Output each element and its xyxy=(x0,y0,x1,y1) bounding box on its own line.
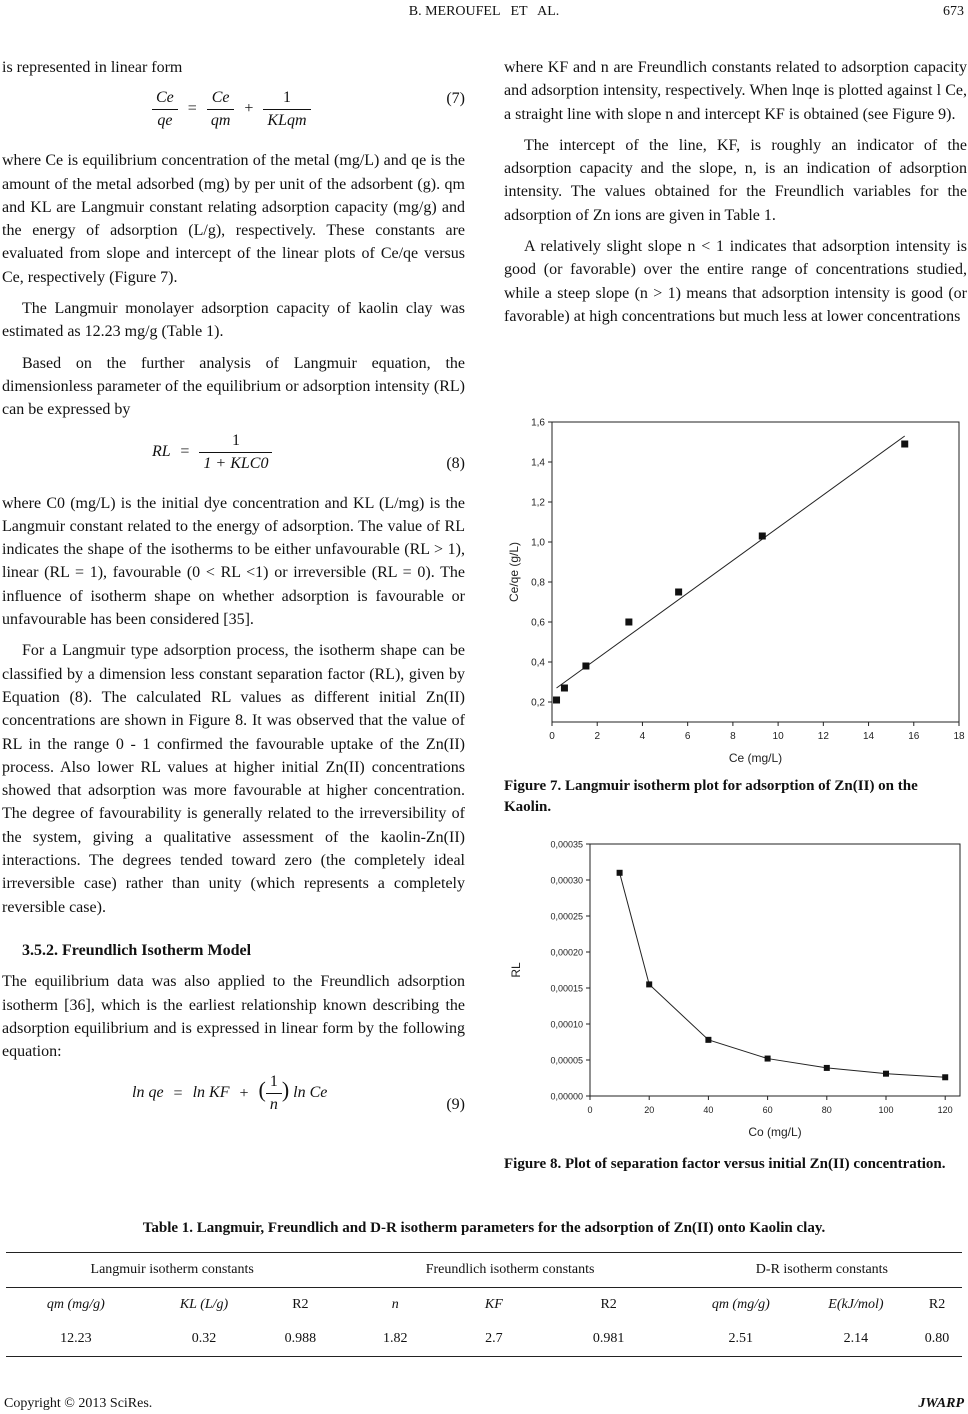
paragraph-freundlich: The equilibrium data was also applied to the Freundlich adsorption isotherm [36], which is the earliest relationship known describing the adsorption equilibrium and is expressed in linear form by the following equation: xyxy=(2,973,465,1061)
figure-8-chart xyxy=(504,836,968,1146)
y-tick-label: 0,00005 xyxy=(550,1055,583,1066)
x-tick-label: 100 xyxy=(878,1105,894,1115)
table-group-dr: D-R isotherm constants xyxy=(682,1253,962,1288)
table-group-freundlich: Freundlich isotherm constants xyxy=(338,1253,681,1288)
table-1 xyxy=(6,1252,962,1357)
data-point xyxy=(824,1065,830,1071)
y-axis-label: Ce/qe (g/L) xyxy=(507,541,521,603)
data-point xyxy=(675,589,682,596)
eq7-lhs: $\frac{Ce}{qe}$ xyxy=(152,87,178,132)
eq9-mid: ln KF xyxy=(192,1084,230,1102)
table-cell: 2.51 xyxy=(682,1322,800,1357)
table-header: R2 xyxy=(535,1288,681,1323)
table-row xyxy=(6,1322,962,1357)
y-tick-label: 0,00025 xyxy=(550,911,583,922)
paragraph-langmuir-type: For a Langmuir type adsorption process, the isotherm shape can be classified by a dimension less constant separation factor (RL), given by Equation (8). The calculated RL values as different initial Zn(II) concentrations are shown in Figure 8. It was observed that the value of RL in the range 0 - 1 confirmed the favourable uptake of the Zn(II) process. Also lower RL values at higher initial Zn(II) concentrations showed that adsorption was more favourable at higher concentration. The degree of favourability is generally related to the irreversibility of the system, giving a qualitative assessment of the kaolin-Zn(II) interactions. The degrees tended toward zero (the completely ideal irreversible case) rather than unity (which represents a completely reversible case). xyxy=(2,642,465,916)
running-title: B. MEROUFEL ET AL. xyxy=(408,4,560,19)
y-tick-label: 0,00010 xyxy=(550,1019,583,1030)
fit-line xyxy=(557,436,905,688)
eq8-lhs: RL xyxy=(152,442,171,460)
table-cell: 1.82 xyxy=(338,1322,452,1357)
eq8-frac: $\frac{1}{\text{1 + KLC0}}$ xyxy=(199,430,272,475)
table-header: E(kJ/mol) xyxy=(800,1288,912,1323)
x-tick-label: 8 xyxy=(730,731,736,742)
x-tick-label: 12 xyxy=(817,731,829,742)
table-cell: 0.981 xyxy=(535,1322,681,1357)
eq7-rhs: $\frac{1}{\text{KLqm}}$ xyxy=(263,87,310,132)
eq9-lhs: ln qe xyxy=(132,1084,164,1102)
data-point xyxy=(617,870,623,876)
paragraph-capacity: The Langmuir monolayer adsorption capacity of kaolin clay was estimated as 12.23 mg/g (Table 1). xyxy=(2,300,465,341)
table-cell: 12.23 xyxy=(6,1322,146,1357)
data-point xyxy=(646,981,652,987)
eq9-rhs: ln Ce xyxy=(293,1084,328,1102)
eq7-number: (7) xyxy=(446,90,465,108)
y-tick-label: 0,2 xyxy=(531,697,545,709)
y-tick-label: 1,0 xyxy=(531,537,545,549)
x-tick-label: 18 xyxy=(953,731,965,742)
plot-frame xyxy=(552,422,959,722)
section-title: 3.5.2. Freundlich Isotherm Model xyxy=(22,941,252,959)
table-group-langmuir: Langmuir isotherm constants xyxy=(6,1253,338,1288)
paragraph-intercept: The intercept of the line, KF, is roughly an indicator of the adsorption capacity and the slope, n, is an indication of adsorption intensity. The values obtained for the Freundlich variables for the adsorption of Zn ions are given in Table 1. xyxy=(504,136,967,224)
table-header-row xyxy=(6,1288,962,1323)
right-column xyxy=(504,56,967,336)
table-header: qm (mg/g) xyxy=(6,1288,146,1323)
data-point xyxy=(901,441,908,448)
data-point xyxy=(759,533,766,540)
table-cell: 0.988 xyxy=(262,1322,338,1357)
eq9-number: (9) xyxy=(446,1096,465,1114)
y-tick-label: 1,6 xyxy=(531,417,545,429)
y-tick-label: 0,00000 xyxy=(550,1091,583,1102)
y-axis-label: RL xyxy=(509,962,523,978)
table-cell: 0.32 xyxy=(146,1322,263,1357)
page-number: 673 xyxy=(943,4,964,19)
data-point xyxy=(705,1037,711,1043)
paragraph-where7: where Ce is equilibrium concentration of the metal (mg/L) and qe is the amount of the metal adsorbed (mg) by per unit of the adsorbent (g). qm and KL are Langmuir constant relating adsorption capacity (mg/g) and the energy of adsorption (L/g), respectively. These constants are evaluated from slope and intercept of the linear plots of Ce/qe versus Ce, respectively (Figure 7). xyxy=(2,152,465,286)
paragraph-kf: where KF and n are Freundlich constants related to adsorption capacity and adsorption intensity, respectively. When lnqe is plotted against l Ce, a straight line with slope n and intercept KF is obtained (see Figure 9). xyxy=(504,59,967,123)
x-tick-label: 4 xyxy=(639,731,646,742)
x-tick-label: 20 xyxy=(644,1105,655,1115)
table-cell: 2.14 xyxy=(800,1322,912,1357)
figure-7-caption: Figure 7. Langmuir isotherm plot for adsorption of Zn(II) on the Kaolin. xyxy=(504,778,918,815)
data-point xyxy=(553,697,560,704)
x-tick-label: 80 xyxy=(821,1105,832,1115)
table-header: qm (mg/g) xyxy=(682,1288,800,1323)
equation-7: $\frac{Ce}{qe}$ = $\frac{Ce}{qm}$ + $\frac{1}{\text{KLqm}}$ (7) xyxy=(2,87,465,149)
eq9-frac: $\frac{1}{n}$ xyxy=(266,1071,282,1116)
figure-7-chart xyxy=(504,412,968,772)
paragraph-slope: A relatively slight slope n < 1 indicates that adsorption intensity is good (or favorable) over the entire range of concentrations studied, while a steep slope (n > 1) means that adsorption intensity is good (or favorable) at high concentrations but much less at lower concentrations xyxy=(504,238,967,325)
table-cell: 2.7 xyxy=(452,1322,535,1357)
equation-8: RL = $\frac{1}{\text{1 + KLC0}}$ (8) xyxy=(2,430,465,492)
y-tick-label: 0,00015 xyxy=(550,983,583,994)
table-header: KL (L/g) xyxy=(146,1288,263,1323)
data-point xyxy=(942,1074,948,1080)
y-tick-label: 0,00020 xyxy=(550,947,583,958)
table-header: KF xyxy=(452,1288,535,1323)
series-line xyxy=(620,873,946,1077)
data-point xyxy=(561,685,568,692)
y-tick-label: 0,8 xyxy=(531,577,545,589)
y-tick-label: 1,4 xyxy=(531,457,545,469)
page-header xyxy=(0,4,968,30)
y-tick-label: 0,6 xyxy=(531,617,545,629)
data-point xyxy=(765,1056,771,1062)
y-tick-label: 0,4 xyxy=(531,657,545,669)
data-point xyxy=(625,619,632,626)
paragraph-based: Based on the further analysis of Langmuir equation, the dimensionless parameter of the equilibrium or adsorption intensity (RL) can be expressed by xyxy=(2,354,465,419)
table-1-caption: Table 1. Langmuir, Freundlich and D-R isotherm parameters for the adsorption of Zn(II) onto Kaolin clay. xyxy=(142,1220,826,1236)
table-header: R2 xyxy=(262,1288,338,1323)
journal-name: JWARP xyxy=(918,1396,964,1411)
x-tick-label: 2 xyxy=(594,731,601,742)
paragraph-intro: is represented in linear form xyxy=(2,59,183,76)
y-tick-label: 0,00030 xyxy=(550,875,583,886)
table-cell: 0.80 xyxy=(912,1322,962,1357)
x-tick-label: 40 xyxy=(703,1105,714,1115)
x-tick-label: 0 xyxy=(549,731,555,742)
x-tick-label: 60 xyxy=(762,1105,773,1115)
x-tick-label: 16 xyxy=(908,731,920,742)
copyright: Copyright © 2013 SciRes. xyxy=(4,1396,153,1411)
y-tick-label: 0,00035 xyxy=(550,839,583,850)
x-tick-label: 6 xyxy=(684,731,691,742)
data-point xyxy=(883,1071,889,1077)
x-axis-label: Co (mg/L) xyxy=(748,1125,802,1139)
eq7-mid: $\frac{Ce}{qm}$ xyxy=(207,87,235,132)
paragraph-where8: where C0 (mg/L) is the initial dye concentration and KL (L/mg) is the Langmuir constant related to the energy of adsorption. The value of RL indicates the shape of the isotherms to be either unfavourable (RL > 1), linear (RL = 1), favourable (0 < RL <1) or irreversible (RL = 0). The influence of isotherm shape on whether adsorption is favourable or unfavourable has been considered [35]. xyxy=(2,494,465,629)
figure-8-caption: Figure 8. Plot of separation factor versus initial Zn(II) concentration. xyxy=(504,1156,946,1172)
table-header: n xyxy=(338,1288,452,1323)
x-tick-label: 120 xyxy=(937,1105,953,1115)
eq8-number: (8) xyxy=(446,454,465,472)
table-header: R2 xyxy=(912,1288,962,1323)
y-tick-label: 1,2 xyxy=(531,497,545,509)
equation-9: ln qe = ln KF + ( $\frac{1}{n}$ ) ln Ce (9) xyxy=(2,1071,465,1135)
x-axis-label: Ce (mg/L) xyxy=(728,751,783,765)
table-group-row xyxy=(6,1253,962,1288)
x-tick-label: 0 xyxy=(587,1105,593,1115)
x-tick-label: 14 xyxy=(862,731,875,742)
data-point xyxy=(582,663,589,670)
x-tick-label: 10 xyxy=(772,731,784,742)
left-column xyxy=(2,56,465,1135)
